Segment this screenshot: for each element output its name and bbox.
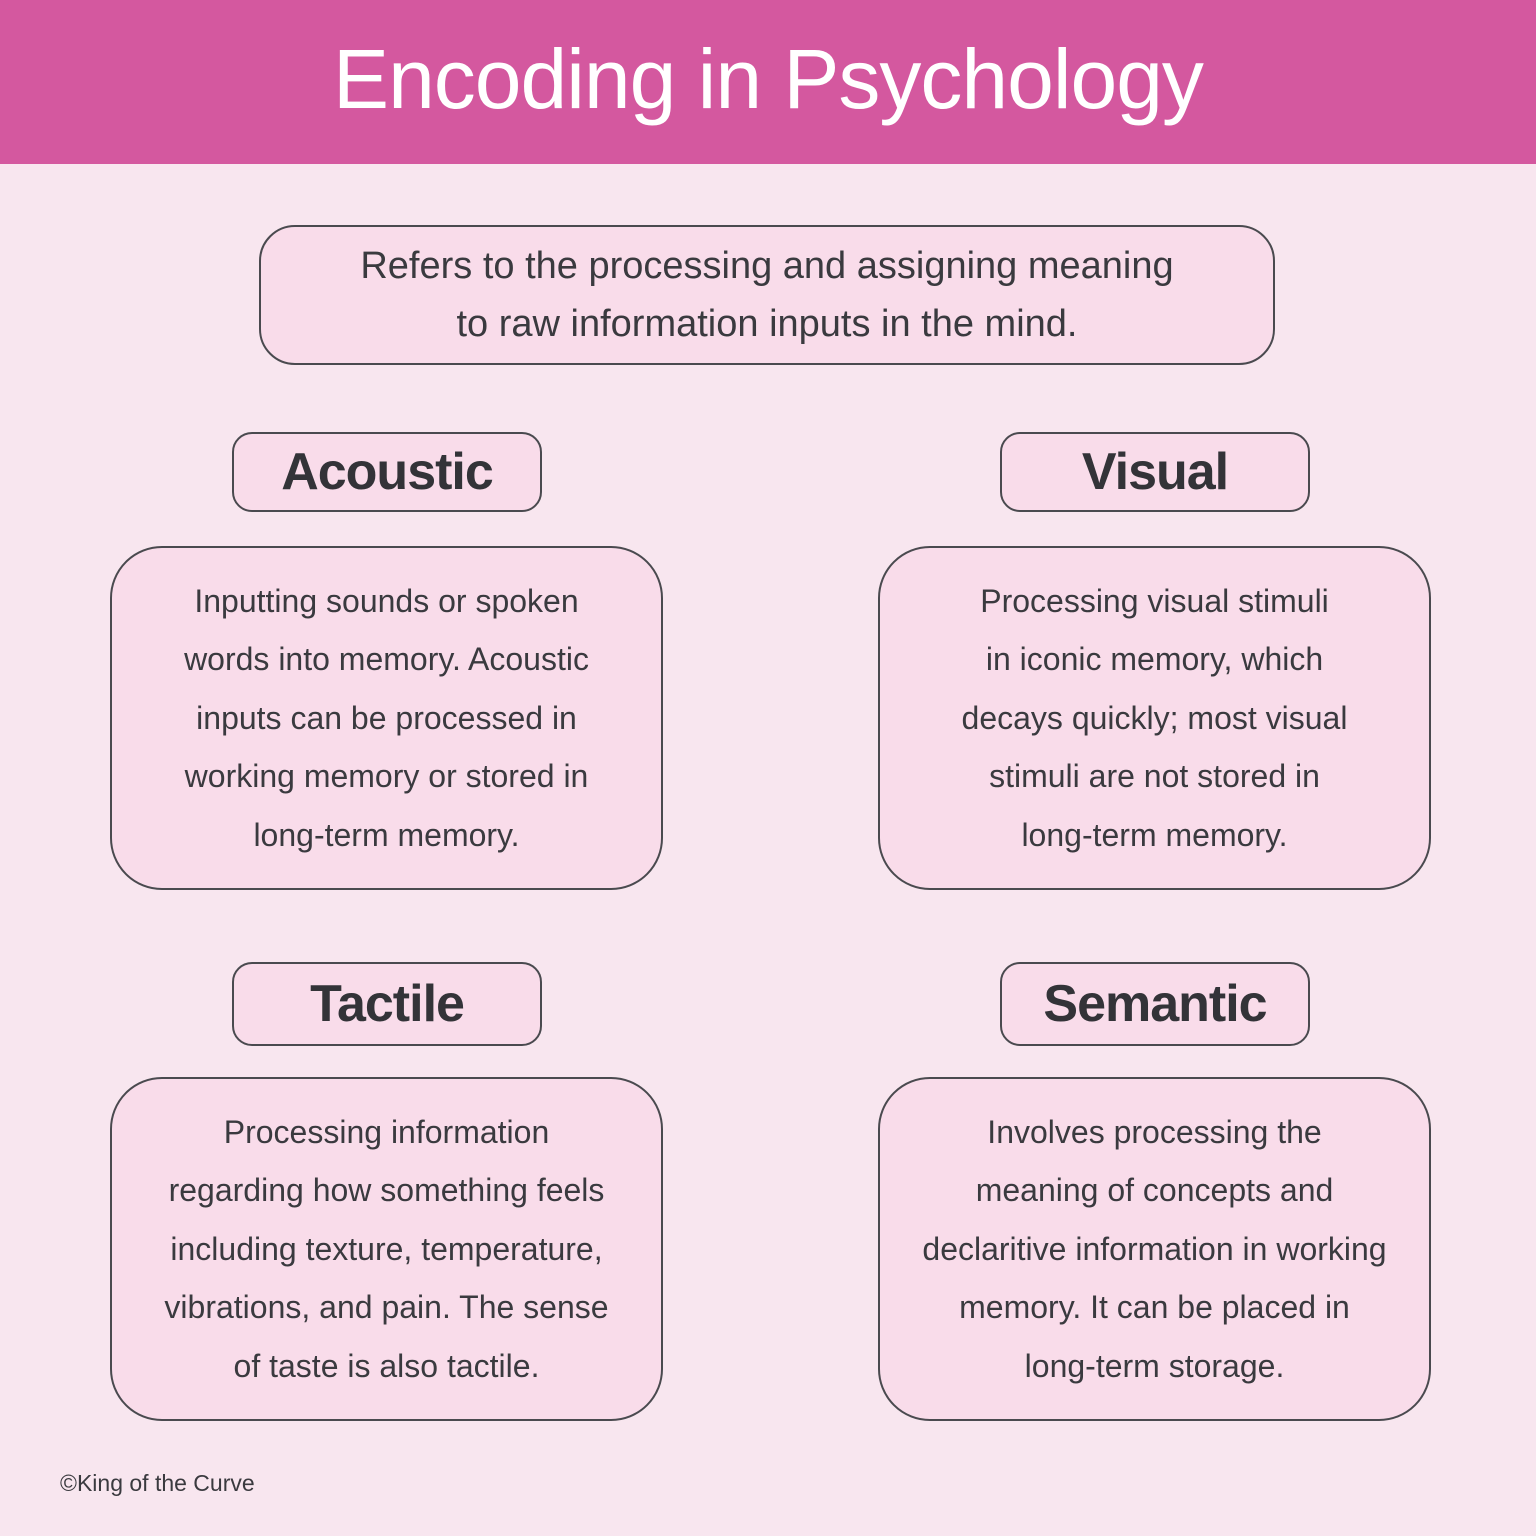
semantic-line: Involves processing the — [987, 1113, 1322, 1150]
tactile-line: Processing information — [223, 1113, 550, 1150]
definition-line: to raw information inputs in the mind. — [456, 303, 1078, 345]
acoustic-line: words into memory. Acoustic — [184, 641, 589, 678]
visual-line: stimuli are not stored in — [989, 758, 1320, 795]
visual-line: decays quickly; most visual — [961, 699, 1348, 736]
semantic-line: long-term storage. — [1024, 1347, 1285, 1384]
definition-line: Refers to the processing and assigning meaning — [360, 245, 1174, 287]
semantic-line: meaning of concepts and — [975, 1172, 1334, 1209]
acoustic-card — [110, 546, 663, 890]
tactile-label: Tactile — [232, 962, 542, 1046]
visual-line: Processing visual stimuli — [980, 582, 1329, 619]
visual-label: Visual — [1000, 432, 1310, 512]
semantic-line: memory. It can be placed in — [959, 1289, 1350, 1326]
visual-line: long-term memory. — [1021, 816, 1288, 853]
header-banner — [0, 0, 1536, 164]
acoustic-line: Inputting sounds or spoken — [194, 582, 579, 619]
semantic-line: declaritive information in working — [922, 1230, 1387, 1267]
tactile-line: regarding how something feels — [168, 1172, 605, 1209]
page-title: Encoding in Psychology — [333, 32, 1203, 126]
semantic-card — [878, 1077, 1431, 1421]
acoustic-line: working memory or stored in — [184, 758, 589, 795]
tactile-line: of taste is also tactile. — [233, 1347, 540, 1384]
definition-box — [259, 225, 1275, 365]
acoustic-line: inputs can be processed in — [196, 699, 577, 736]
tactile-card — [110, 1077, 663, 1421]
visual-card — [878, 546, 1431, 890]
copyright-footer: ©King of the Curve — [60, 1470, 255, 1496]
tactile-line: including texture, temperature, — [170, 1230, 603, 1267]
tactile-line: vibrations, and pain. The sense — [164, 1289, 609, 1326]
visual-line: in iconic memory, which — [985, 641, 1324, 678]
semantic-label: Semantic — [1000, 962, 1310, 1046]
acoustic-line: long-term memory. — [253, 816, 520, 853]
definition-text — [360, 237, 1173, 353]
acoustic-label: Acoustic — [232, 432, 542, 512]
